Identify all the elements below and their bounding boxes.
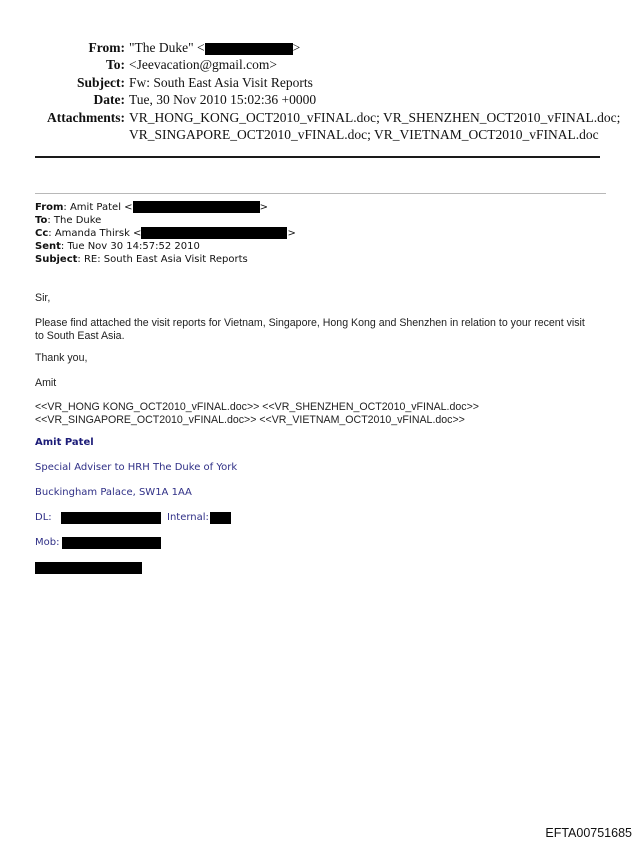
signature-title: Special Adviser to HRH The Duke of York <box>35 462 238 473</box>
inner-subject-value: : RE: South East Asia Visit Reports <box>77 254 248 265</box>
attachment-refs-line-1: <<VR_HONG KONG_OCT2010_vFINAL.doc>> <<VR_SHENZHEN_OCT2010_vFINAL.doc>> <box>35 401 479 413</box>
body-paragraph: Please find attached the visit reports for Vietnam, Singapore, Hong Kong and Shenzhen in relation to your recent visit to South East Asia. <box>35 317 585 342</box>
inner-cc-row <box>35 227 296 240</box>
outer-email-header <box>0 39 640 143</box>
outer-to-row <box>0 56 640 73</box>
message-divider-gray <box>35 193 606 194</box>
outer-subject-value: Fw: South East Asia Visit Reports <box>129 74 313 90</box>
outer-from-row <box>0 39 640 56</box>
outer-attachments-label: Attachments: <box>47 109 125 125</box>
outer-from-name: "The Duke" < <box>129 40 205 55</box>
attachments-line-2: VR_SINGAPORE_OCT2010_vFINAL.doc; VR_VIETNAM_OCT2010_vFINAL.doc <box>129 127 599 143</box>
inner-cc-close: > <box>287 228 296 239</box>
attachments-line-1: VR_HONG_KONG_OCT2010_vFINAL.doc; VR_SHENZHEN_OCT2010_vFINAL.doc; <box>129 109 621 125</box>
outer-subject-label: Subject: <box>77 74 125 90</box>
redaction-box <box>205 43 293 55</box>
dl-label: DL: <box>35 512 52 523</box>
redaction-box <box>35 562 142 574</box>
redaction-box <box>61 512 161 524</box>
inner-to-label: To <box>35 215 48 226</box>
inner-sent-label: Sent <box>35 241 61 252</box>
inner-email-header <box>35 201 296 266</box>
mob-label: Mob: <box>35 537 60 548</box>
outer-date-value: Tue, 30 Nov 2010 15:02:36 +0000 <box>129 92 317 108</box>
inner-from-label: From <box>35 202 64 213</box>
inner-sent-value: : Tue Nov 30 14:57:52 2010 <box>60 241 200 252</box>
outer-subject-row <box>0 74 640 91</box>
outer-to-label: To: <box>105 57 125 73</box>
redaction-box <box>62 537 161 549</box>
outer-to-value: <Jeevacation@gmail.com> <box>129 57 277 73</box>
outer-from-close: > <box>292 40 301 55</box>
signature-dl-row <box>35 512 52 523</box>
inner-from-row <box>35 201 296 214</box>
outer-date-row <box>0 91 640 108</box>
inner-from-value: : Amit Patel < <box>63 202 133 213</box>
redaction-box <box>141 227 287 239</box>
inner-subject-row <box>35 253 296 266</box>
inner-from-close: > <box>259 202 268 213</box>
outer-date-label: Date: <box>93 92 125 108</box>
outer-from-label: From: <box>88 40 125 55</box>
closing: Thank you, <box>35 352 88 364</box>
outer-attachments-row <box>0 109 640 144</box>
inner-cc-label: Cc <box>35 228 49 239</box>
outer-attachments-value <box>125 109 620 144</box>
salutation: Sir, <box>35 292 51 304</box>
inner-cc-value: : Amanda Thirsk < <box>48 228 142 239</box>
sender-first-name: Amit <box>35 377 57 389</box>
inner-to-value: : The Duke <box>47 215 102 226</box>
header-divider-black <box>35 156 600 158</box>
inner-sent-row <box>35 240 296 253</box>
signature-name: Amit Patel <box>35 437 94 448</box>
inner-subject-label: Subject <box>35 254 78 265</box>
attachment-references <box>35 401 595 426</box>
redaction-box <box>133 201 260 213</box>
internal-label: Internal: <box>167 512 209 523</box>
document-id: EFTA00751685 <box>545 826 632 840</box>
signature-address: Buckingham Palace, SW1A 1AA <box>35 487 192 498</box>
attachment-refs-line-2: <<VR_SINGAPORE_OCT2010_vFINAL.doc>> <<VR_VIETNAM_OCT2010_vFINAL.doc>> <box>35 413 465 426</box>
inner-to-row <box>35 214 296 227</box>
redaction-box <box>210 512 231 524</box>
